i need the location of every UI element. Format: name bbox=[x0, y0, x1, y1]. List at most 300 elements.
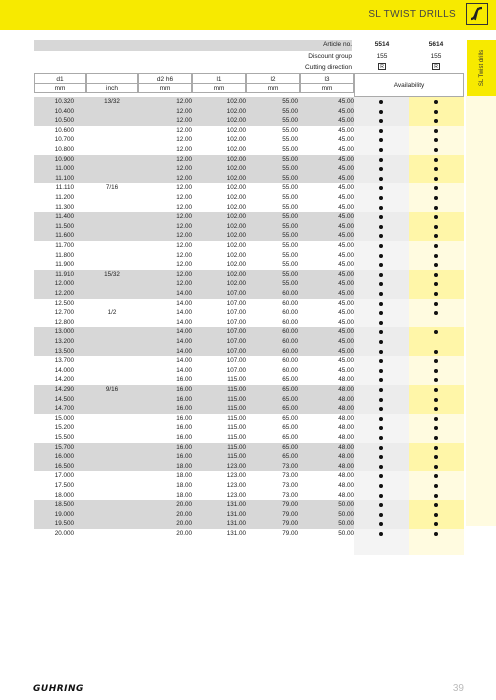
cell-l1: 131.00 bbox=[226, 520, 246, 528]
section-tab-label: SL Twist drills bbox=[478, 49, 485, 87]
availability-dot-icon bbox=[434, 369, 438, 373]
cell-l2: 55.00 bbox=[282, 117, 298, 125]
cell-l3: 45.00 bbox=[338, 222, 354, 230]
unit-header: mm bbox=[192, 84, 246, 93]
cell-l3: 48.00 bbox=[338, 472, 354, 480]
cell-l2: 65.00 bbox=[282, 424, 298, 432]
cell-l1: 102.00 bbox=[226, 242, 246, 249]
cell-l1: 102.00 bbox=[226, 251, 246, 259]
cell-l2: 65.00 bbox=[282, 443, 298, 451]
cell-inch: 13/32 bbox=[104, 98, 120, 105]
cell-d2: 12.00 bbox=[176, 174, 192, 182]
cell-l3: 48.00 bbox=[338, 482, 354, 489]
cell-l2: 55.00 bbox=[282, 174, 298, 182]
cell-l3: 45.00 bbox=[338, 155, 354, 163]
cell-d1: 11.600 bbox=[55, 232, 74, 240]
cell-l2: 60.00 bbox=[282, 309, 298, 317]
cell-l3: 48.00 bbox=[338, 414, 354, 422]
cell-l2: 65.00 bbox=[282, 405, 298, 413]
availability-dot-icon bbox=[379, 369, 383, 373]
table-row bbox=[34, 135, 464, 145]
cell-d1: 16.000 bbox=[54, 453, 74, 461]
cell-d1: 13.500 bbox=[54, 347, 74, 355]
cell-d2: 12.00 bbox=[176, 155, 192, 163]
cell-d1: 15.700 bbox=[54, 443, 74, 451]
cell-d1: 10.800 bbox=[54, 146, 74, 153]
cell-l2: 55.00 bbox=[282, 261, 298, 269]
cell-d2: 14.00 bbox=[176, 309, 192, 317]
table-row bbox=[34, 164, 464, 174]
cell-inch: 15/32 bbox=[104, 270, 120, 278]
cell-l1: 131.00 bbox=[226, 530, 246, 537]
availability-dot-icon bbox=[379, 350, 383, 354]
availability-dot-icon bbox=[379, 177, 383, 181]
table-row bbox=[34, 203, 464, 213]
cutting-direction-value: R bbox=[378, 63, 386, 70]
cell-l3: 48.00 bbox=[338, 395, 354, 403]
table-row bbox=[34, 385, 464, 395]
cell-d1: 10.500 bbox=[54, 117, 74, 125]
cell-l3: 48.00 bbox=[338, 491, 354, 499]
table-row bbox=[34, 222, 464, 232]
column-header-d1: d1 bbox=[34, 73, 86, 84]
cell-l2: 55.00 bbox=[282, 98, 298, 105]
availability-dot-icon bbox=[434, 417, 438, 421]
cell-l3: 50.00 bbox=[338, 530, 354, 537]
availability-dot-icon bbox=[379, 100, 383, 104]
cell-d2: 12.00 bbox=[176, 107, 192, 115]
table-row bbox=[34, 423, 464, 433]
cell-l2: 73.00 bbox=[282, 482, 298, 489]
table-row bbox=[34, 279, 464, 289]
cell-l1: 115.00 bbox=[227, 453, 246, 461]
cell-l1: 102.00 bbox=[226, 261, 246, 269]
availability-dot-icon bbox=[379, 494, 383, 498]
cell-d1: 10.600 bbox=[54, 126, 74, 134]
discount-label: Discount group bbox=[308, 53, 352, 60]
cell-d1: 11.100 bbox=[55, 174, 74, 182]
availability-dot-icon bbox=[434, 273, 438, 277]
cell-l3: 45.00 bbox=[338, 290, 354, 297]
cell-d2: 12.00 bbox=[176, 146, 192, 153]
availability-dot-icon bbox=[379, 513, 383, 517]
cell-l3: 45.00 bbox=[338, 232, 354, 240]
table-row bbox=[34, 529, 464, 539]
availability-dot-icon bbox=[379, 225, 383, 229]
cell-d1: 11.000 bbox=[55, 165, 74, 173]
table-row bbox=[34, 471, 464, 481]
cell-l1: 102.00 bbox=[226, 165, 246, 173]
cell-l3: 45.00 bbox=[338, 261, 354, 269]
availability-dot-icon bbox=[434, 196, 438, 200]
cell-d2: 20.00 bbox=[176, 501, 192, 509]
cell-d1: 12.200 bbox=[54, 290, 74, 297]
table-row bbox=[34, 97, 464, 107]
availability-dot-icon bbox=[434, 129, 438, 133]
cell-d2: 12.00 bbox=[176, 136, 192, 144]
availability-dot-icon bbox=[379, 532, 383, 536]
availability-dot-icon bbox=[379, 244, 383, 248]
article-number: 5514 bbox=[374, 41, 390, 48]
section-tab bbox=[467, 40, 496, 96]
cell-l2: 55.00 bbox=[282, 222, 298, 230]
unit-header: mm bbox=[246, 84, 300, 93]
cell-l2: 60.00 bbox=[282, 366, 298, 374]
cell-d2: 14.00 bbox=[176, 366, 192, 374]
availability-dot-icon bbox=[434, 110, 438, 114]
availability-dot-icon bbox=[379, 417, 383, 421]
cell-d1: 16.500 bbox=[54, 462, 74, 470]
cell-d2: 18.00 bbox=[176, 472, 192, 480]
cell-l2: 55.00 bbox=[282, 165, 298, 173]
availability-dot-icon bbox=[379, 340, 383, 344]
cell-l3: 45.00 bbox=[338, 194, 354, 201]
cell-l2: 60.00 bbox=[282, 357, 298, 365]
cell-d1: 20.000 bbox=[54, 530, 74, 537]
availability-dot-icon bbox=[434, 225, 438, 229]
cell-l3: 48.00 bbox=[338, 376, 354, 384]
cell-l1: 107.00 bbox=[226, 366, 246, 374]
discount-group: 155 bbox=[430, 53, 442, 60]
table-row bbox=[34, 116, 464, 126]
cell-l1: 115.00 bbox=[227, 376, 246, 384]
cell-d1: 12.500 bbox=[54, 299, 74, 307]
cell-d2: 12.00 bbox=[176, 184, 192, 192]
cell-l1: 115.00 bbox=[227, 386, 246, 393]
cell-l3: 48.00 bbox=[338, 386, 354, 393]
table-row bbox=[34, 318, 464, 328]
cell-l1: 131.00 bbox=[226, 510, 246, 518]
table-row bbox=[34, 212, 464, 222]
table-row bbox=[34, 174, 464, 184]
cell-l1: 107.00 bbox=[226, 318, 246, 326]
cell-d2: 16.00 bbox=[176, 395, 192, 403]
cell-d1: 11.900 bbox=[55, 261, 74, 269]
column-header-inch bbox=[86, 73, 138, 84]
cell-l3: 48.00 bbox=[338, 405, 354, 413]
unit-header: mm bbox=[34, 84, 86, 93]
cell-l2: 60.00 bbox=[282, 328, 298, 336]
cell-l2: 65.00 bbox=[282, 414, 298, 422]
table-row bbox=[34, 366, 464, 376]
article-label: Article no. bbox=[323, 41, 352, 48]
cell-l3: 45.00 bbox=[338, 184, 354, 192]
cell-l2: 55.00 bbox=[282, 126, 298, 134]
availability-dot-icon bbox=[379, 129, 383, 133]
cell-d2: 18.00 bbox=[176, 462, 192, 470]
availability-dot-icon bbox=[379, 398, 383, 402]
cell-d2: 12.00 bbox=[176, 98, 192, 105]
table-row bbox=[34, 193, 464, 203]
cell-d1: 14.500 bbox=[54, 395, 74, 403]
cell-d2: 14.00 bbox=[176, 357, 192, 365]
cell-d1: 14.200 bbox=[54, 376, 74, 384]
cell-l2: 55.00 bbox=[282, 242, 298, 249]
column-header-l3: l3 bbox=[300, 73, 354, 84]
cell-l1: 107.00 bbox=[226, 309, 246, 317]
cell-d1: 19.500 bbox=[54, 520, 74, 528]
cell-l2: 60.00 bbox=[282, 318, 298, 326]
cell-d1: 11.700 bbox=[55, 242, 74, 249]
table-row bbox=[34, 375, 464, 385]
cell-d2: 12.00 bbox=[176, 232, 192, 240]
cell-l1: 102.00 bbox=[226, 194, 246, 201]
cell-inch: 7/16 bbox=[105, 184, 119, 192]
availability-dot-icon bbox=[434, 158, 438, 162]
table-row bbox=[34, 260, 464, 270]
cell-d1: 14.000 bbox=[54, 366, 74, 374]
cell-l1: 102.00 bbox=[226, 222, 246, 230]
cell-l3: 50.00 bbox=[338, 520, 354, 528]
cell-l3: 45.00 bbox=[338, 117, 354, 125]
cell-l1: 107.00 bbox=[226, 347, 246, 355]
cell-l2: 65.00 bbox=[282, 376, 298, 384]
availability-dot-icon bbox=[379, 110, 383, 114]
availability-dot-icon bbox=[379, 446, 383, 450]
availability-dot-icon bbox=[434, 302, 438, 306]
cell-l2: 55.00 bbox=[282, 194, 298, 201]
cell-l2: 55.00 bbox=[282, 203, 298, 211]
footer-brand-logo: GUHRING bbox=[33, 684, 84, 694]
availability-dot-icon bbox=[434, 206, 438, 210]
cell-l2: 60.00 bbox=[282, 299, 298, 307]
cell-d2: 20.00 bbox=[176, 530, 192, 537]
table-row bbox=[34, 395, 464, 405]
cell-l2: 65.00 bbox=[282, 434, 298, 441]
unit-header: mm bbox=[300, 84, 354, 93]
page-number: 39 bbox=[452, 683, 464, 694]
availability-dot-icon bbox=[434, 350, 438, 354]
cell-d1: 11.910 bbox=[55, 270, 74, 278]
table-row bbox=[34, 327, 464, 337]
cell-l3: 45.00 bbox=[338, 347, 354, 355]
table-row bbox=[34, 481, 464, 491]
cell-l3: 45.00 bbox=[338, 98, 354, 105]
availability-dot-icon bbox=[379, 292, 383, 296]
column-header-l2: l2 bbox=[246, 73, 300, 84]
cell-l3: 48.00 bbox=[338, 424, 354, 432]
cell-l1: 102.00 bbox=[226, 232, 246, 240]
cell-l3: 45.00 bbox=[338, 242, 354, 249]
table-row bbox=[34, 347, 464, 357]
cell-l2: 55.00 bbox=[282, 280, 298, 288]
cell-l2: 55.00 bbox=[282, 184, 298, 192]
availability-dot-icon bbox=[434, 254, 438, 258]
cell-l1: 102.00 bbox=[226, 155, 246, 163]
availability-dot-icon bbox=[379, 254, 383, 258]
cell-l3: 45.00 bbox=[338, 213, 354, 221]
cell-l3: 45.00 bbox=[338, 165, 354, 173]
table-row bbox=[34, 145, 464, 155]
brand-logo-icon bbox=[466, 3, 488, 25]
table-row bbox=[34, 452, 464, 462]
cell-d2: 14.00 bbox=[176, 299, 192, 307]
cell-d2: 12.00 bbox=[176, 280, 192, 288]
cell-d2: 20.00 bbox=[176, 510, 192, 518]
cell-d1: 10.400 bbox=[54, 107, 74, 115]
cell-d2: 16.00 bbox=[176, 424, 192, 432]
cell-d1: 15.500 bbox=[54, 434, 74, 441]
cell-l2: 55.00 bbox=[282, 136, 298, 144]
cell-l1: 102.00 bbox=[226, 270, 246, 278]
cell-d1: 18.000 bbox=[54, 491, 74, 499]
table-row bbox=[34, 251, 464, 261]
cell-l3: 45.00 bbox=[338, 136, 354, 144]
cell-d2: 12.00 bbox=[176, 270, 192, 278]
availability-dot-icon bbox=[434, 446, 438, 450]
cell-d1: 10.700 bbox=[54, 136, 74, 144]
availability-footer-band bbox=[354, 539, 464, 555]
cell-l1: 123.00 bbox=[226, 462, 246, 470]
article-number: 5614 bbox=[428, 41, 444, 48]
cell-d1: 10.900 bbox=[54, 155, 74, 163]
cell-l3: 50.00 bbox=[338, 501, 354, 509]
availability-header: Availability bbox=[354, 73, 464, 97]
cell-l3: 48.00 bbox=[338, 462, 354, 470]
cell-l3: 45.00 bbox=[338, 270, 354, 278]
cell-l2: 55.00 bbox=[282, 213, 298, 221]
cell-d1: 11.300 bbox=[55, 203, 74, 211]
table-row bbox=[34, 356, 464, 366]
cell-d2: 14.00 bbox=[176, 328, 192, 336]
cell-d2: 18.00 bbox=[176, 491, 192, 499]
unit-header: mm bbox=[138, 84, 192, 93]
cell-d1: 10.320 bbox=[54, 98, 74, 105]
cell-l1: 131.00 bbox=[226, 501, 246, 509]
cell-d2: 16.00 bbox=[176, 414, 192, 422]
cell-l1: 107.00 bbox=[226, 357, 246, 365]
cell-d1: 13.700 bbox=[54, 357, 74, 365]
cell-inch: 9/16 bbox=[105, 386, 119, 393]
cell-d2: 16.00 bbox=[176, 405, 192, 413]
table-row bbox=[34, 491, 464, 501]
table-row bbox=[34, 433, 464, 443]
discount-group: 155 bbox=[376, 53, 388, 60]
availability-dot-icon bbox=[434, 398, 438, 402]
cell-d2: 16.00 bbox=[176, 443, 192, 451]
cell-d2: 16.00 bbox=[176, 453, 192, 461]
cell-d1: 15.200 bbox=[54, 424, 74, 432]
cell-l1: 102.00 bbox=[226, 136, 246, 144]
availability-dot-icon bbox=[434, 388, 438, 392]
cell-l1: 102.00 bbox=[226, 146, 246, 153]
cell-l2: 65.00 bbox=[282, 386, 298, 393]
cell-l3: 48.00 bbox=[338, 453, 354, 461]
cell-l3: 45.00 bbox=[338, 309, 354, 317]
cell-l1: 123.00 bbox=[226, 472, 246, 480]
cell-l2: 55.00 bbox=[282, 232, 298, 240]
table-row bbox=[34, 155, 464, 165]
cell-d1: 17.000 bbox=[54, 472, 74, 480]
cell-l3: 45.00 bbox=[338, 107, 354, 115]
cell-l1: 102.00 bbox=[226, 213, 246, 221]
cell-d2: 20.00 bbox=[176, 520, 192, 528]
page-title: SL TWIST DRILLS bbox=[368, 9, 456, 20]
table-row bbox=[34, 183, 464, 193]
cell-l3: 48.00 bbox=[338, 434, 354, 441]
table-row bbox=[34, 308, 464, 318]
availability-dot-icon bbox=[379, 148, 383, 152]
cell-l3: 45.00 bbox=[338, 338, 354, 345]
cell-l2: 79.00 bbox=[282, 520, 298, 528]
availability-dot-icon bbox=[434, 465, 438, 469]
cutting-direction-label: Cutting direction bbox=[305, 64, 352, 71]
cell-l2: 60.00 bbox=[282, 338, 298, 345]
cell-d2: 12.00 bbox=[176, 222, 192, 230]
cell-d2: 12.00 bbox=[176, 261, 192, 269]
cell-d2: 12.00 bbox=[176, 203, 192, 211]
table-row bbox=[34, 241, 464, 251]
table-row bbox=[34, 289, 464, 299]
edge-strip bbox=[466, 96, 496, 526]
table-row bbox=[34, 510, 464, 520]
cell-inch: 1/2 bbox=[107, 309, 117, 317]
cell-l3: 45.00 bbox=[338, 328, 354, 336]
cell-l1: 102.00 bbox=[226, 98, 246, 105]
cell-l2: 55.00 bbox=[282, 146, 298, 153]
cell-d1: 11.400 bbox=[55, 213, 74, 221]
cell-d1: 15.000 bbox=[54, 414, 74, 422]
cell-d2: 12.00 bbox=[176, 165, 192, 173]
cell-d2: 14.00 bbox=[176, 338, 192, 345]
unit-header: inch bbox=[86, 84, 138, 93]
table-row bbox=[34, 337, 464, 347]
cell-d2: 14.00 bbox=[176, 290, 192, 297]
cell-l3: 45.00 bbox=[338, 126, 354, 134]
cell-d1: 11.500 bbox=[55, 222, 74, 230]
cell-d1: 11.200 bbox=[55, 194, 74, 201]
table-row bbox=[34, 462, 464, 472]
cell-l2: 73.00 bbox=[282, 472, 298, 480]
cell-l1: 115.00 bbox=[227, 443, 246, 451]
cell-l2: 60.00 bbox=[282, 347, 298, 355]
cell-d2: 16.00 bbox=[176, 386, 192, 393]
cell-l3: 45.00 bbox=[338, 357, 354, 365]
cell-d1: 14.290 bbox=[54, 386, 74, 393]
cell-l1: 123.00 bbox=[226, 482, 246, 489]
cell-l3: 45.00 bbox=[338, 251, 354, 259]
cell-l1: 102.00 bbox=[226, 203, 246, 211]
cell-d1: 17.500 bbox=[54, 482, 74, 489]
table-row bbox=[34, 519, 464, 529]
cell-l2: 65.00 bbox=[282, 453, 298, 461]
table-row bbox=[34, 500, 464, 510]
availability-dot-icon bbox=[379, 196, 383, 200]
table-row bbox=[34, 231, 464, 241]
availability-dot-icon bbox=[379, 273, 383, 277]
cell-l1: 102.00 bbox=[226, 184, 246, 192]
cell-l1: 102.00 bbox=[226, 107, 246, 115]
cell-l2: 79.00 bbox=[282, 530, 298, 537]
table-row bbox=[34, 107, 464, 117]
cell-d1: 14.700 bbox=[54, 405, 74, 413]
table-row bbox=[34, 270, 464, 280]
availability-dot-icon bbox=[434, 513, 438, 517]
cell-l1: 107.00 bbox=[226, 338, 246, 345]
cell-l1: 115.00 bbox=[227, 414, 246, 422]
availability-dot-icon bbox=[434, 532, 438, 536]
cell-d2: 16.00 bbox=[176, 434, 192, 441]
cell-d2: 18.00 bbox=[176, 482, 192, 489]
cell-d2: 14.00 bbox=[176, 318, 192, 326]
cell-l2: 73.00 bbox=[282, 491, 298, 499]
cell-d1: 12.000 bbox=[54, 280, 74, 288]
cell-d2: 12.00 bbox=[176, 126, 192, 134]
cell-l2: 73.00 bbox=[282, 462, 298, 470]
cell-l1: 115.00 bbox=[227, 405, 246, 413]
cell-l1: 102.00 bbox=[226, 174, 246, 182]
availability-dot-icon bbox=[434, 292, 438, 296]
